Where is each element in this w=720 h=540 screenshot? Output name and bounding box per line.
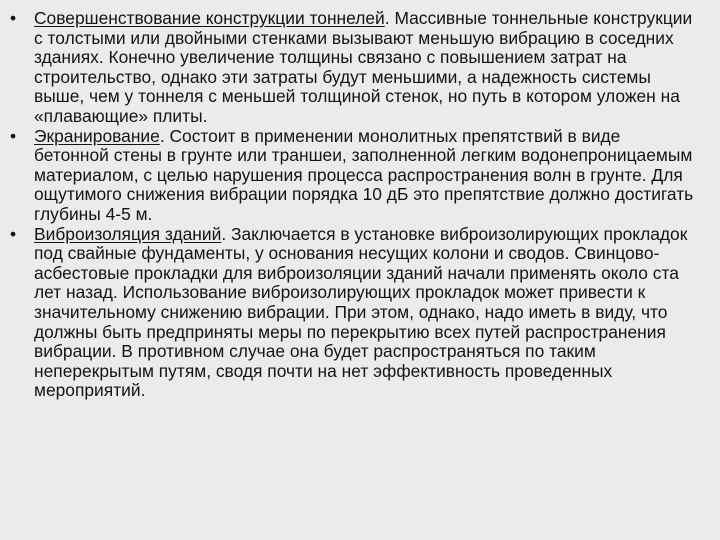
term-vibration-isolation: Виброизоляция зданий [34,223,222,244]
bullet-item-vibration-isolation [10,225,700,401]
bullet-list [10,9,700,401]
bullet-marker: • [10,125,17,146]
bullet-marker: • [10,8,17,28]
bullet-item-screening [10,127,700,225]
term-tunnel-design: Совершенствование конструкции тоннелей [34,8,385,28]
bullet-marker: • [10,223,17,244]
text-tunnel-design: . Массивные тоннельные конструкции с толстыми или двойными стенками вызывают меньшую вибрацию в соседних зданиях. Конечно увеличение толщины связано с повышением затрат на строительство, однако эти затраты будут меньшими, а надежность системы выше, чем у тоннеля с меньшей толщиной стенок, но путь в котором уложен на «плавающие» плиты. [34,8,693,126]
bullet-item-tunnel-design [10,9,700,127]
text-screening: . Состоит в применении монолитных препятствий в виде бетонной стены в грунте или траншеи, заполненной легким водонепроницаемым материалом, с целью нарушения процесса распространения волн в грунте. Для ощутимого снижения вибрации порядка 10 дБ это препятствие должно достигать глубины 4-5 м. [34,125,694,224]
term-screening: Экранирование [34,125,160,146]
text-vibration-isolation: . Заключается в установке виброизолирующих прокладок под свайные фундаменты, у основания несущих колони и сводов. Свинцово-асбестовые прокладки для виброизоляции зданий начали применять около ста лет назад. Использование виброизолирующих прокладок может привести к значительному снижению вибрации. При этом, однако, надо иметь в виду, что должны быть предприняты меры по перекрытию всех путей распространения вибрации. В противном случае она будет распространяться по таким неперекрытым путям, сводя почти на нет эффективность проведенных мероприятий. [34,223,688,401]
